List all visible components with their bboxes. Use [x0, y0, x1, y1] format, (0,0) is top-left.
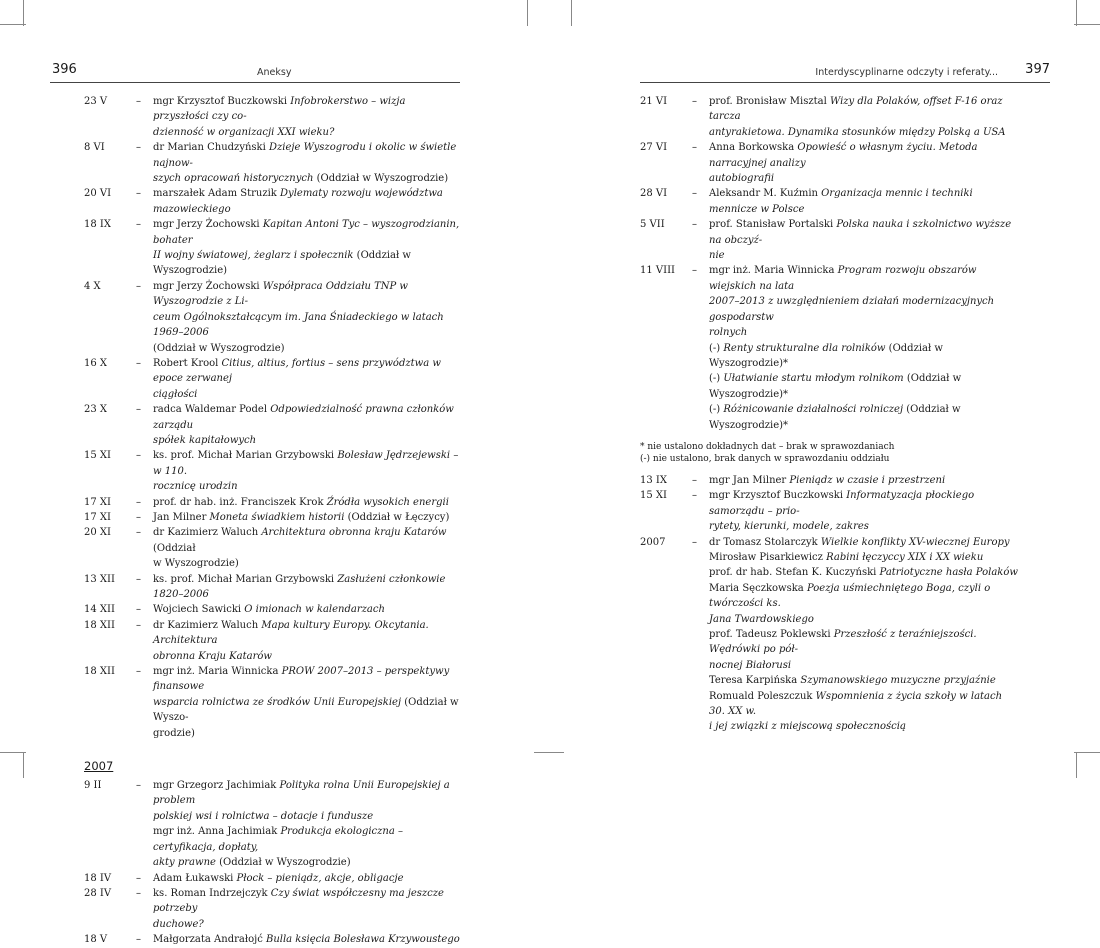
entry-body — [153, 525, 462, 571]
speaker-name: (-) — [709, 404, 724, 416]
talk-title: polskiej wsi i rolnictwa – dotacje i fundusze — [153, 810, 374, 822]
speaker-name: grodzie) — [153, 727, 195, 739]
running-head: Aneksy — [257, 67, 292, 78]
entry-date: 4 X — [84, 280, 101, 292]
talk-title: Ułatwianie startu młodym rolnikom — [723, 373, 904, 385]
talk-title: Produkcja ekologiczna – certyfikacja, dopłaty, — [153, 826, 403, 853]
entry-date: 15 XI — [640, 490, 667, 502]
speaker-name: Romuald Poleszczuk — [709, 690, 816, 702]
entry-line — [709, 217, 1018, 248]
entry-line — [153, 602, 462, 617]
entry-dash: – — [136, 496, 141, 508]
entry-line — [153, 495, 462, 510]
entry-line — [153, 917, 462, 932]
entry-body — [709, 94, 1018, 140]
entry-line — [153, 778, 462, 809]
entry-body — [153, 778, 462, 870]
lecture-entry — [84, 602, 462, 617]
talk-title: Informatyzacja płockiego samorządu – prio- — [709, 490, 975, 517]
entry-line — [709, 263, 1018, 294]
entry-dash: – — [136, 619, 141, 631]
entries-list — [640, 473, 1018, 735]
talk-title: Pieniądz w czasie i przestrzeni — [789, 474, 946, 486]
talk-title: Renty strukturalne dla rolników — [723, 342, 886, 354]
branch-note: (Oddział w Wyszogrodzie)* — [709, 373, 962, 400]
entry-body — [153, 94, 462, 140]
entry-date: 8 VI — [84, 142, 105, 154]
entry-body — [153, 186, 462, 217]
lecture-entry — [640, 473, 1018, 488]
entry-line — [709, 140, 1018, 171]
entry-date: 14 XII — [84, 604, 115, 616]
entry-dash: – — [136, 280, 141, 292]
entry-dash: – — [136, 96, 141, 107]
entry-body — [709, 140, 1018, 186]
entry-line — [153, 695, 462, 726]
speaker-name: prof. dr hab. Stefan K. Kuczyński — [709, 567, 880, 579]
entries-list — [640, 94, 1018, 433]
right-page-header — [640, 64, 1050, 83]
talk-title: Polska nauka i szkolnictwo wyższe na obczyź- — [709, 219, 1012, 246]
entry-dash: – — [136, 666, 141, 678]
entry-body — [153, 356, 462, 402]
entry-dash: – — [692, 96, 697, 107]
lecture-entry — [84, 932, 462, 947]
branch-note: (Oddział w Łęczycy) — [344, 511, 450, 523]
entry-dash: – — [136, 872, 141, 884]
entry-dash: – — [692, 265, 697, 277]
entry-line — [153, 525, 462, 556]
footnote: * nie ustalono dokładnych dat – brak w sprawozdaniach — [640, 441, 895, 452]
branch-note: (Oddział w Wyszogrodzie) — [313, 173, 449, 185]
entry-line — [709, 294, 1018, 325]
speaker-name: prof. dr hab. inż. Franciszek Krok — [153, 496, 327, 508]
lecture-entry — [640, 140, 1018, 186]
entry-line — [709, 171, 1018, 186]
lecture-entry — [84, 664, 462, 741]
entry-dash: – — [136, 142, 141, 154]
entry-dash: – — [136, 219, 141, 231]
branch-note: (Oddział — [153, 542, 196, 554]
entry-dash: – — [136, 527, 141, 539]
speaker-name: marszałek Adam Struzik — [153, 188, 281, 200]
entry-dash: – — [136, 573, 141, 585]
speaker-name: mgr inż. Anna Jachimiak — [153, 826, 281, 838]
lecture-entry — [640, 535, 1018, 735]
entry-date: 5 VII — [640, 219, 665, 231]
entry-line — [153, 479, 462, 494]
entry-line — [153, 448, 462, 479]
talk-title: Patriotyczne hasła Polaków — [879, 567, 1018, 579]
entry-line — [709, 94, 1018, 125]
speaker-name: ks. prof. Michał Marian Grzybowski — [153, 573, 338, 585]
entry-date: 18 XII — [84, 619, 115, 631]
entry-line — [153, 855, 462, 870]
talk-title: Infobrokerstwo – wizja przyszłości czy co- — [153, 96, 406, 123]
talk-title: wsparcia rolnictwa ze środków Unii Europejskiej — [153, 696, 402, 708]
lecture-entry — [640, 94, 1018, 140]
entry-date: 23 X — [84, 404, 108, 416]
entry-date: 13 XII — [84, 573, 115, 585]
speaker-name: w Wyszogrodzie) — [153, 558, 239, 570]
speaker-name: Robert Krool — [153, 357, 222, 369]
entry-line — [153, 248, 462, 279]
entry-line — [153, 649, 462, 664]
entry-body — [153, 871, 462, 886]
talk-title: Program rozwoju obszarów wiejskich na lata — [709, 265, 977, 292]
talk-title: rytety, kierunki, modele, zakres — [709, 521, 869, 533]
lecture-entry — [84, 140, 462, 186]
speaker-name: dr Kazimierz Waluch — [153, 527, 262, 539]
entry-line — [709, 488, 1018, 519]
entries-list — [84, 94, 462, 741]
entry-dash: – — [136, 404, 141, 416]
entry-date: 17 XI — [84, 496, 111, 508]
entry-body — [153, 602, 462, 617]
entry-date: 2007 — [640, 536, 666, 548]
lecture-entry — [84, 618, 462, 664]
entry-line — [153, 510, 462, 525]
talk-title: 2007–2013 z uwzględnieniem działań modernizacyjnych gospodarstw — [709, 296, 995, 323]
talk-title: Moneta świadkiem historii — [209, 511, 345, 523]
entry-date: 28 IV — [84, 887, 112, 899]
entry-line — [709, 535, 1018, 550]
lecture-entry — [84, 217, 462, 279]
talk-title: Źródła wysokich energii — [326, 496, 449, 508]
talk-title: Odpowiedzialność prawna członków zarządu — [153, 404, 454, 431]
page-number: 396 — [52, 62, 77, 77]
talk-title: Wspomnienia z życia szkoły w latach 30. XX w. — [709, 690, 1003, 718]
talk-title: Współpraca Oddziału TNP w Wyszogrodzie z Li- — [153, 280, 408, 308]
branch-note: (Oddział w Wyszo- — [153, 696, 459, 724]
running-head: Interdyscyplinarne odczyty i referaty... — [815, 67, 998, 78]
speaker-name: mgr Krzysztof Buczkowski — [153, 96, 291, 107]
talk-title: Poezja uśmiechniętego Boga, czyli o twórczości ks. — [709, 582, 991, 610]
entry-line — [153, 171, 462, 186]
entry-line — [709, 581, 1018, 612]
talk-title: autobiografii — [709, 173, 775, 185]
entry-body — [153, 886, 462, 932]
left-page-header — [50, 64, 460, 83]
entry-line — [153, 932, 462, 947]
entry-dash: – — [136, 604, 141, 616]
entry-line — [709, 550, 1018, 565]
speaker-name: (-) — [709, 342, 724, 354]
talk-title: akty prawne — [153, 857, 216, 869]
speaker-name: Teresa Karpińska — [709, 675, 801, 687]
lecture-entry — [84, 356, 462, 402]
talk-title: Mapa kultury Europy. Okcytania. Architektura — [153, 619, 429, 647]
entries-list — [84, 778, 462, 947]
entry-date: 13 IX — [640, 474, 667, 486]
lecture-entry — [84, 525, 462, 571]
entry-line — [709, 627, 1018, 658]
talk-title: ceum Ogólnokształcącym im. Jana Śniadeckiego w latach 1969–2006 — [153, 311, 444, 339]
entry-line — [709, 125, 1018, 140]
speaker-name: Aleksandr M. Kuźmin — [709, 188, 822, 200]
footnote: (-) nie ustalono, brak danych w sprawozdaniu oddziału — [640, 454, 890, 465]
talk-title: Bolesław Jędrzejewski – w 110. — [153, 450, 459, 477]
entry-line — [709, 689, 1018, 720]
talk-title: szych opracowań historycznych — [153, 173, 314, 185]
entry-line — [153, 186, 462, 217]
talk-title: Zasłużeni członkowie 1820–2006 — [153, 573, 446, 600]
entry-body — [709, 186, 1018, 217]
entry-dash: – — [692, 188, 697, 200]
entry-line — [709, 325, 1018, 340]
lecture-entry — [640, 186, 1018, 217]
speaker-name: mgr Grzegorz Jachimiak — [153, 780, 280, 792]
entry-line — [709, 402, 1018, 433]
entry-line — [153, 310, 462, 341]
speaker-name: Jan Milner — [153, 511, 210, 523]
right-page — [640, 62, 1050, 733]
entry-line — [709, 612, 1018, 627]
entry-date: 11 VIII — [640, 265, 675, 277]
entry-date: 28 VI — [640, 188, 668, 200]
entry-body — [153, 402, 462, 448]
speaker-name: mgr inż. Maria Winnicka — [709, 265, 838, 277]
talk-title: ciągłości — [153, 388, 198, 400]
entry-date: 18 IX — [84, 219, 111, 231]
entry-body — [153, 510, 462, 525]
speaker-name: Małgorzata Andrałojć — [153, 934, 266, 946]
year-heading: 2007 — [84, 759, 114, 774]
entry-line — [153, 356, 462, 387]
talk-title: nie — [709, 250, 725, 262]
speaker-name: prof. Tadeusz Poklewski — [709, 629, 834, 640]
talk-title: Dylematy rozwoju województwa mazowieckiego — [153, 188, 443, 215]
talk-title: Organizacja mennic i techniki mennicze w Polsce — [709, 188, 973, 215]
entry-line — [153, 618, 462, 649]
entry-line — [153, 809, 462, 824]
entry-dash: – — [136, 357, 141, 369]
talk-title: antyrakietowa. Dynamika stosunków między Polską a USA — [709, 126, 1006, 138]
lecture-entry — [84, 572, 462, 603]
entry-date: 15 XI — [84, 450, 111, 462]
talk-title: Płock – pieniądz, akcje, obligacje — [236, 872, 404, 884]
speaker-name: Adam Łukawski — [153, 872, 237, 884]
lecture-entry — [640, 263, 1018, 432]
lecture-entry — [84, 448, 462, 494]
lecture-entry — [84, 94, 462, 140]
speaker-name: dr Tomasz Stolarczyk — [709, 536, 821, 548]
lecture-entry — [84, 871, 462, 886]
entry-date: 21 VI — [640, 96, 668, 107]
speaker-name: mgr Jerzy Żochowski — [153, 280, 263, 292]
speaker-name: ks. prof. Michał Marian Grzybowski — [153, 450, 338, 462]
talk-title: Wielkie konflikty XV-wiecznej Europy — [820, 536, 1010, 548]
entry-dash: – — [136, 887, 141, 899]
entry-date: 18 XII — [84, 666, 115, 678]
entry-dash: – — [692, 490, 697, 502]
entry-line — [153, 871, 462, 886]
speaker-name: prof. Stanisław Portalski — [709, 219, 837, 231]
branch-note: (Oddział w Wyszogrodzie) — [153, 250, 411, 277]
entry-date: 27 VI — [640, 142, 668, 154]
entry-line — [709, 519, 1018, 534]
entry-line — [153, 824, 462, 855]
entry-line — [709, 186, 1018, 217]
branch-note: (Oddział w Wyszogrodzie)* — [709, 342, 943, 369]
entry-line — [153, 556, 462, 571]
lecture-entry — [84, 279, 462, 356]
talk-title: Rabini łęczyccy XIX i XX wieku — [826, 551, 984, 563]
lecture-entry — [84, 402, 462, 448]
entry-body — [153, 618, 462, 664]
lecture-entry — [640, 488, 1018, 534]
entry-line — [709, 719, 1018, 734]
entry-date: 9 II — [84, 780, 102, 792]
entry-line — [153, 664, 462, 695]
talk-title: obronna Kraju Katarów — [153, 650, 272, 662]
speaker-name: dr Kazimierz Waluch — [153, 619, 262, 631]
entry-body — [153, 279, 462, 356]
talk-title: Architektura obronna kraju Katarów — [261, 527, 447, 539]
lecture-entry — [84, 495, 462, 510]
speaker-name: mgr Jan Milner — [709, 474, 790, 486]
entry-line — [153, 279, 462, 310]
entry-body — [153, 495, 462, 510]
left-entries — [84, 94, 462, 948]
entry-body — [153, 448, 462, 494]
lecture-entry — [84, 510, 462, 525]
talk-title: Bulla księcia Bolesława Krzywoustego — [265, 934, 460, 946]
lecture-entry — [84, 886, 462, 932]
talk-title: Citius, altius, fortius – sens przywództwa w epoce zerwanej — [153, 357, 441, 385]
entry-dash: – — [692, 142, 697, 154]
entry-body — [709, 217, 1018, 263]
speaker-name: mgr inż. Maria Winnicka — [153, 666, 282, 678]
entry-dash: – — [692, 474, 697, 486]
entry-dash: – — [692, 219, 697, 231]
entry-date: 20 VI — [84, 188, 112, 200]
entry-body — [709, 535, 1018, 735]
speaker-name: mgr Jerzy Żochowski — [153, 219, 263, 231]
entry-dash: – — [136, 188, 141, 200]
speaker-name: Mirosław Pisarkiewicz — [709, 551, 827, 563]
entry-line — [709, 565, 1018, 580]
entry-body — [709, 263, 1018, 432]
talk-title: II wojny światowej, żeglarz i społecznik — [153, 250, 354, 262]
speaker-name: (Oddział w Wyszogrodzie) — [153, 342, 285, 354]
entry-line — [709, 341, 1018, 372]
entry-line — [153, 341, 462, 356]
entry-body — [153, 217, 462, 279]
entry-line — [709, 673, 1018, 688]
entry-date: 16 X — [84, 357, 108, 369]
speaker-name: (-) — [709, 373, 724, 385]
entry-line — [153, 402, 462, 433]
talk-title: nocnej Białorusi — [709, 659, 792, 671]
entry-line — [709, 371, 1018, 402]
entry-dash: – — [136, 780, 141, 792]
entry-line — [153, 125, 462, 140]
entry-body — [153, 664, 462, 741]
entry-date: 20 XI — [84, 527, 111, 539]
talk-title: Opowieść o własnym życiu. Metoda narracyjnej analizy — [709, 142, 978, 169]
entry-body — [153, 140, 462, 186]
entry-line — [709, 248, 1018, 263]
entry-dash: – — [136, 511, 141, 523]
talk-title: rocznicę urodzin — [153, 481, 238, 493]
entry-body — [709, 488, 1018, 534]
entry-line — [153, 886, 462, 917]
left-page — [50, 62, 460, 946]
branch-note: (Oddział w Wyszogrodzie) — [215, 857, 351, 869]
branch-note: (Oddział w Wyszogrodzie)* — [709, 404, 961, 431]
speaker-name: ks. Roman Indrzejczyk — [153, 887, 271, 899]
page-number: 397 — [1025, 62, 1050, 77]
entry-body — [709, 473, 1018, 488]
talk-title: Wizy dla Polaków, offset F-16 oraz tarcza — [709, 96, 1003, 123]
entry-date: 18 IV — [84, 872, 112, 884]
entry-line — [153, 572, 462, 603]
speaker-name: Anna Borkowska — [709, 142, 798, 154]
entry-date: 17 XI — [84, 511, 111, 523]
speaker-name: prof. Bronisław Misztal — [709, 96, 830, 107]
talk-title: Przeszłość z teraźniejszości. Wędrówki po pół- — [709, 629, 977, 656]
entry-body — [153, 932, 462, 947]
entry-dash: – — [136, 450, 141, 462]
speaker-name: dr Marian Chudzyński — [153, 142, 269, 154]
entry-date: 18 V — [84, 934, 108, 946]
talk-title: dzienność w organizacji XXI wieku? — [153, 126, 335, 138]
speaker-name: Maria Sęczkowska — [709, 582, 807, 594]
talk-title: Jana Twardowskiego — [709, 613, 814, 625]
lecture-entry — [84, 186, 462, 217]
talk-title: Szymanowskiego muzyczne przyjaźnie — [800, 675, 996, 687]
talk-title: Czy świat współczesny ma jeszcze potrzeby — [153, 887, 444, 915]
talk-title: Polityka rolna Unii Europejskiej a problem — [153, 780, 450, 807]
talk-title: spółek kapitałowych — [153, 434, 257, 446]
talk-title: O imionach w kalendarzach — [244, 604, 385, 616]
entry-line — [153, 726, 462, 741]
entry-line — [153, 140, 462, 171]
speaker-name: radca Waldemar Podel — [153, 404, 271, 416]
entry-line — [153, 433, 462, 448]
entry-dash: – — [692, 536, 697, 548]
entry-line — [709, 658, 1018, 673]
talk-title: Dzieje Wyszogrodu i okolic w świetle najnow- — [153, 142, 457, 169]
talk-title: Kapitan Antoni Tyc – wyszogrodzianin, bohater — [153, 219, 460, 246]
lecture-entry — [640, 217, 1018, 263]
entry-date: 23 V — [84, 96, 108, 107]
entry-line — [153, 94, 462, 125]
entry-body — [153, 572, 462, 603]
speaker-name: Wojciech Sawicki — [153, 604, 245, 616]
entry-line — [153, 217, 462, 248]
entry-line — [153, 387, 462, 402]
lecture-entry — [84, 778, 462, 870]
entry-line — [709, 473, 1018, 488]
talk-title: Różnicowanie działalności rolniczej — [723, 404, 904, 416]
talk-title: PROW 2007–2013 – perspektywy finansowe — [153, 666, 450, 693]
entry-dash: – — [136, 934, 141, 946]
talk-title: duchowe? — [153, 918, 204, 930]
talk-title: i jej związki z miejscową społecznością — [709, 721, 906, 733]
talk-title: rolnych — [709, 327, 748, 339]
right-entries — [640, 94, 1018, 735]
footnotes — [640, 441, 1018, 466]
speaker-name: mgr Krzysztof Buczkowski — [709, 490, 847, 502]
